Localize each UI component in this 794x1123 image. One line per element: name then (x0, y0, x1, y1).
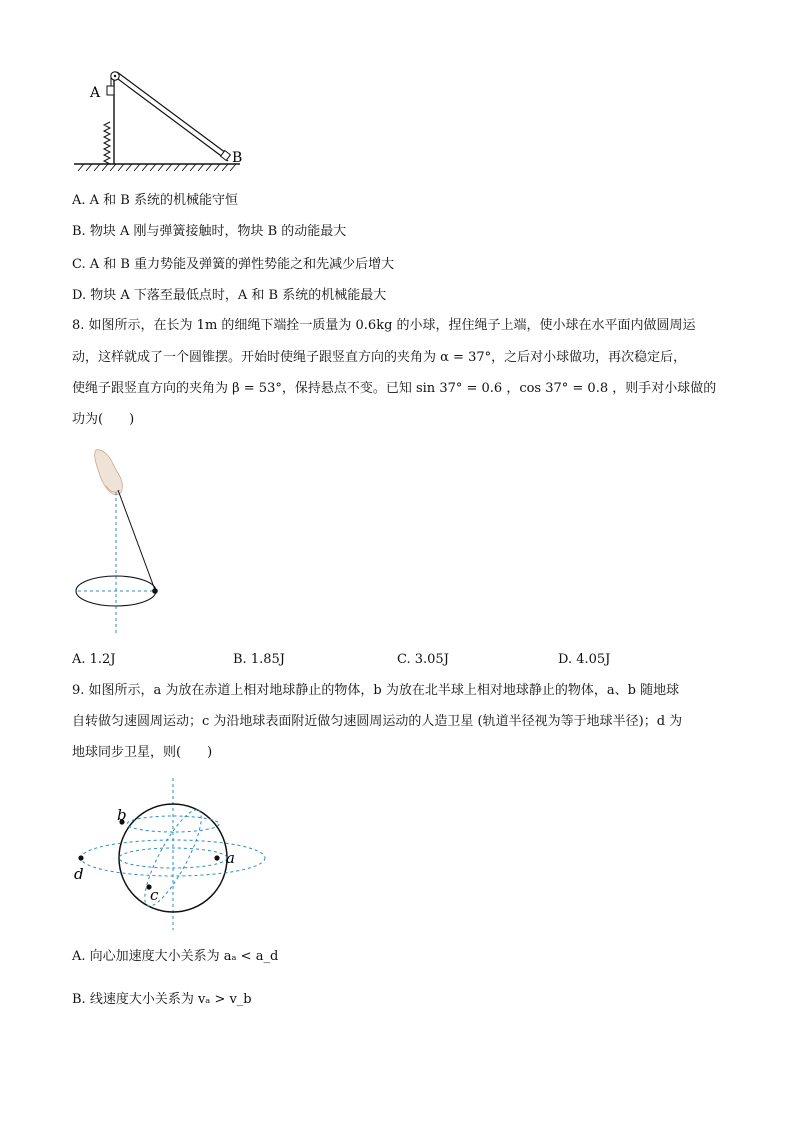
q7-option-c: C. A 和 B 重力势能及弹簧的弹性势能之和先减少后增大 (72, 257, 395, 272)
q8-stem-line-1: 8. 如图所示，在长为 1m 的细绳下端拴一质量为 0.6kg 的小球，捏住绳子上端，使小球在水平面内做圆周运 (72, 318, 696, 333)
q7-label-b: B (232, 150, 243, 166)
q9-option-a: A. 向心加速度大小关系为 aₐ < a_d (72, 949, 279, 964)
q8-option-b: B. 1.85J (233, 652, 285, 667)
q7-figure (70, 66, 260, 176)
q9-option-b: B. 线速度大小关系为 vₐ > v_b (72, 992, 252, 1007)
q9-figure (70, 776, 280, 932)
q9-label-b: b (117, 806, 127, 824)
q8-stem-line-4: 功为( ) (72, 412, 135, 427)
hand-icon (95, 450, 123, 495)
q9-stem-line-3: 地球同步卫星，则( ) (72, 745, 213, 760)
q8-stem-line-2: 动，这样就成了一个圆锥摆。开始时使绳子跟竖直方向的夹角为 α = 37°，之后对小球做功，再次稳定后， (72, 350, 687, 365)
q7-option-d: D. 物块 A 下落至最低点时，A 和 B 系统的机械能最大 (72, 288, 387, 303)
q8-stem-line-3: 使绳子跟竖直方向的夹角为 β = 53°，保持悬点不变。已知 sin 37° = 0.6 ，cos 37° = 0.8 ，则手对小球做的 (72, 381, 717, 396)
q9-label-a: a (226, 849, 235, 867)
q9-label-c: c (150, 886, 159, 904)
q8-figure (72, 446, 172, 636)
q8-option-a: A. 1.2J (72, 652, 116, 667)
q9-label-d: d (74, 865, 84, 883)
q8-option-d: D. 4.05J (558, 652, 611, 667)
q9-stem-line-1: 9. 如图所示，a 为放在赤道上相对地球静止的物体，b 为放在北半球上相对地球静止的物体，a、b 随地球 (72, 683, 680, 698)
q8-option-c: C. 3.05J (397, 652, 449, 667)
q7-option-a: A. A 和 B 系统的机械能守恒 (72, 193, 238, 208)
q9-stem-line-2: 自转做匀速圆周运动；c 为沿地球表面附近做匀速圆周运动的人造卫星 (轨道半径视为等于地球半径)；d 为 (72, 714, 683, 729)
q7-label-a: A (90, 85, 101, 101)
q7-option-b: B. 物块 A 刚与弹簧接触时，物块 B 的动能最大 (72, 224, 347, 239)
